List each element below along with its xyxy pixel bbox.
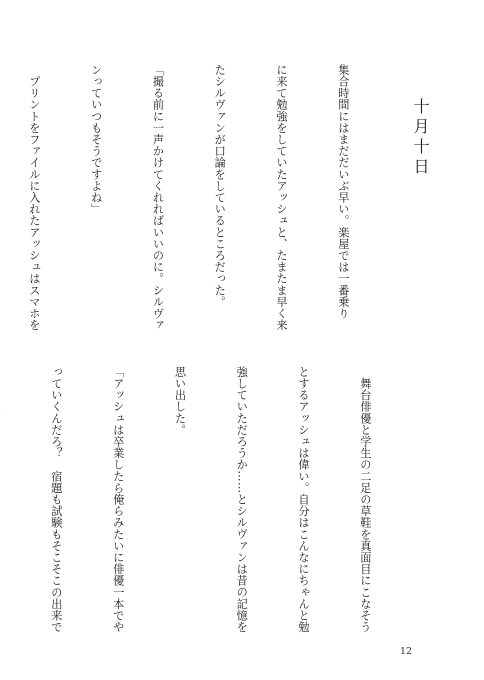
top-text-block bbox=[27, 64, 394, 341]
text-line: っていくんだろ？ 宿題も試験もそこそこの出来で bbox=[49, 366, 63, 633]
text-line bbox=[0, 366, 4, 642]
text-line: 強していただろうか……とシルヴァンは昔の記憶を bbox=[235, 366, 249, 633]
page-number: 12 bbox=[400, 646, 413, 657]
text-line: ンっていつもそうですよね」 bbox=[89, 64, 103, 215]
chapter-heading: 十月十日 bbox=[411, 98, 430, 178]
bottom-text-block bbox=[49, 366, 416, 642]
text-line: 「アッシュは卒業したら俺らみたいに俳優一本でや bbox=[111, 366, 125, 633]
text-line: 集合時間にはまだだいぶ早い。楽屋では一番乗り bbox=[336, 64, 350, 320]
text-line: 思い出した。 bbox=[173, 366, 187, 436]
text-line: 舞台俳優と学生の二足の草鞋を真面目にこなそう bbox=[358, 366, 372, 633]
text-line: たシルヴァンが口論をしているところだった。 bbox=[213, 64, 227, 308]
text-line: に来て勉強をしていたアッシュと、たまたま早く来 bbox=[275, 64, 289, 331]
text-line: プリントをファイルに入れたアッシュはスマホを bbox=[27, 64, 41, 331]
text-line: 「撮る前に一声かけてくれればいいのに。シルヴァ bbox=[151, 64, 165, 331]
text-line: とするアッシュは偉い。自分はこんなにちゃんと勉 bbox=[297, 366, 311, 633]
